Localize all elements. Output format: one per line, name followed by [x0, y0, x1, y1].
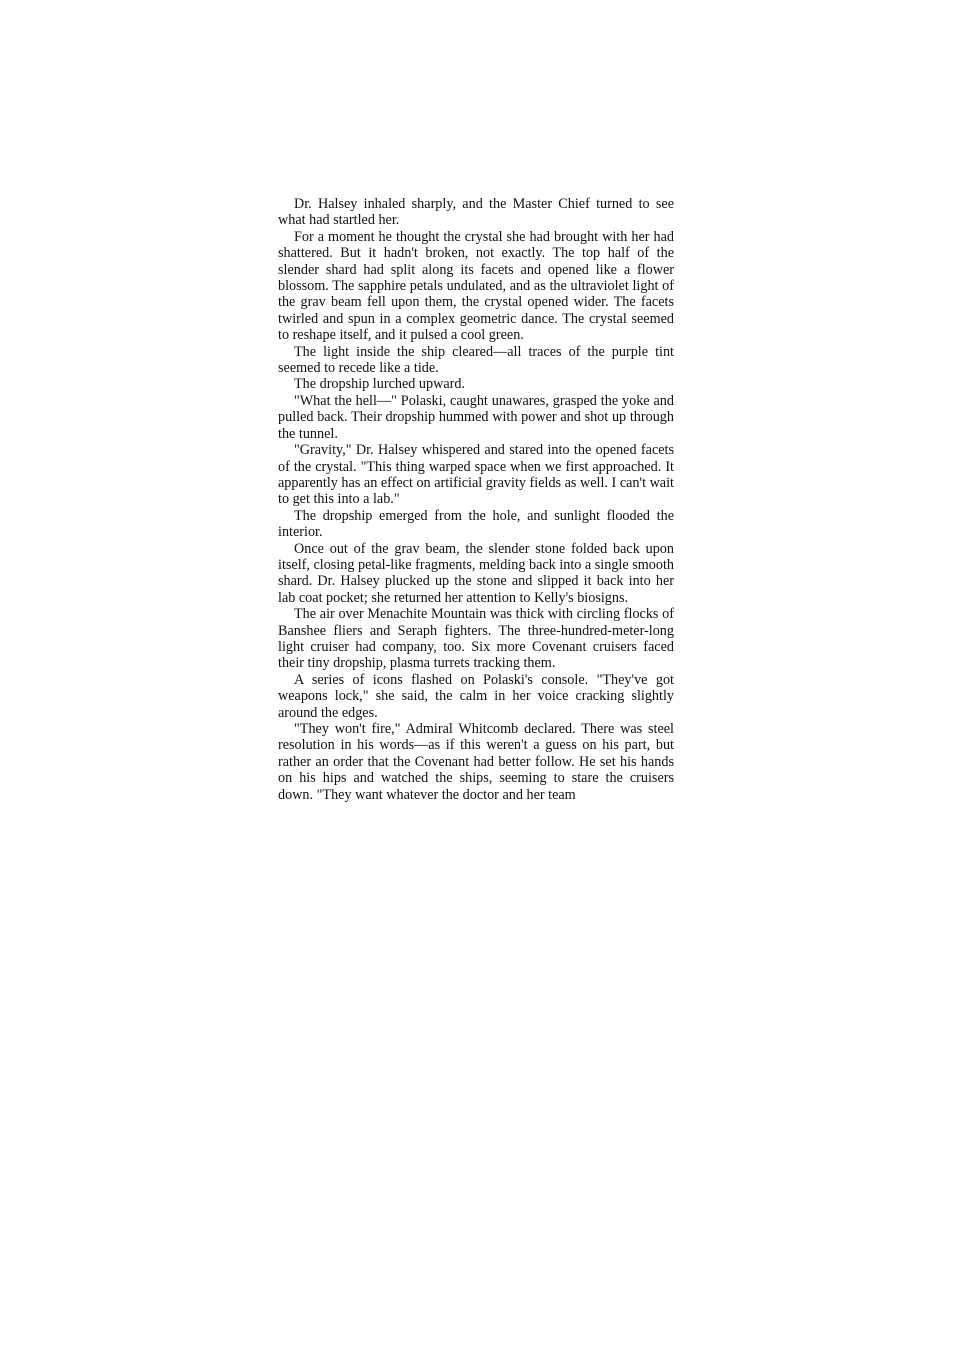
paragraph-7: The dropship emerged from the hole, and sunlight flooded the interior. [278, 507, 674, 541]
paragraph-1: Dr. Halsey inhaled sharply, and the Master Chief turned to see what had startled her. [278, 196, 674, 229]
paragraph-6: "Gravity," Dr. Halsey whispered and stared into the opened facets of the crystal. "This thing warped space when we first approached. It apparently has an effect on artificial gravity fields as well. I can't wait to get this into a lab." [278, 442, 674, 508]
paragraph-10: A series of icons flashed on Polaski's console. "They've got weapons lock," she said, the calm in her voice cracking slightly around the edges. [278, 671, 674, 721]
paragraph-11: "They won't fire," Admiral Whitcomb declared. There was steel resolution in his words—as if this weren't a guess on his part, but rather an order that the Covenant had better follow. He set his hands on his hips and watched the ships, seeming to stare the cruisers down. "They want whatever the doctor and her team [278, 721, 674, 803]
paragraph-9: The air over Menachite Mountain was thick with circling flocks of Banshee fliers and Seraph fighters. The three-hundred-meter-long light cruiser had company, too. Six more Covenant cruisers faced their tiny dropship, plasma turrets tracking them. [278, 606, 674, 672]
paragraph-2: For a moment he thought the crystal she had brought with her had shattered. But it hadn't broken, not exactly. The top half of the slender shard had split along its facets and opened like a flower blossom. The sapphire petals undulated, and as the ultraviolet light of the grav beam fell upon them, the crystal opened wider. The facets twirled and spun in a complex geometric dance. The crystal seemed to reshape itself, and it pulsed a cool green. [278, 228, 674, 344]
paragraph-8: Once out of the grav beam, the slender stone folded back upon itself, closing petal-like fragments, melding back into a single smooth shard. Dr. Halsey plucked up the stone and slipped it back into her lab coat pocket; she returned her attention to Kelly's biosigns. [278, 540, 674, 606]
paragraph-5: "What the hell—" Polaski, caught unawares, grasped the yoke and pulled back. Their dropship hummed with power and shot up through the tunnel. [278, 392, 674, 442]
body-text [278, 196, 674, 803]
paragraph-4: The dropship lurched upward. [294, 376, 465, 393]
paragraph-3: The light inside the ship cleared—all traces of the purple tint seemed to recede like a tide. [278, 343, 674, 377]
